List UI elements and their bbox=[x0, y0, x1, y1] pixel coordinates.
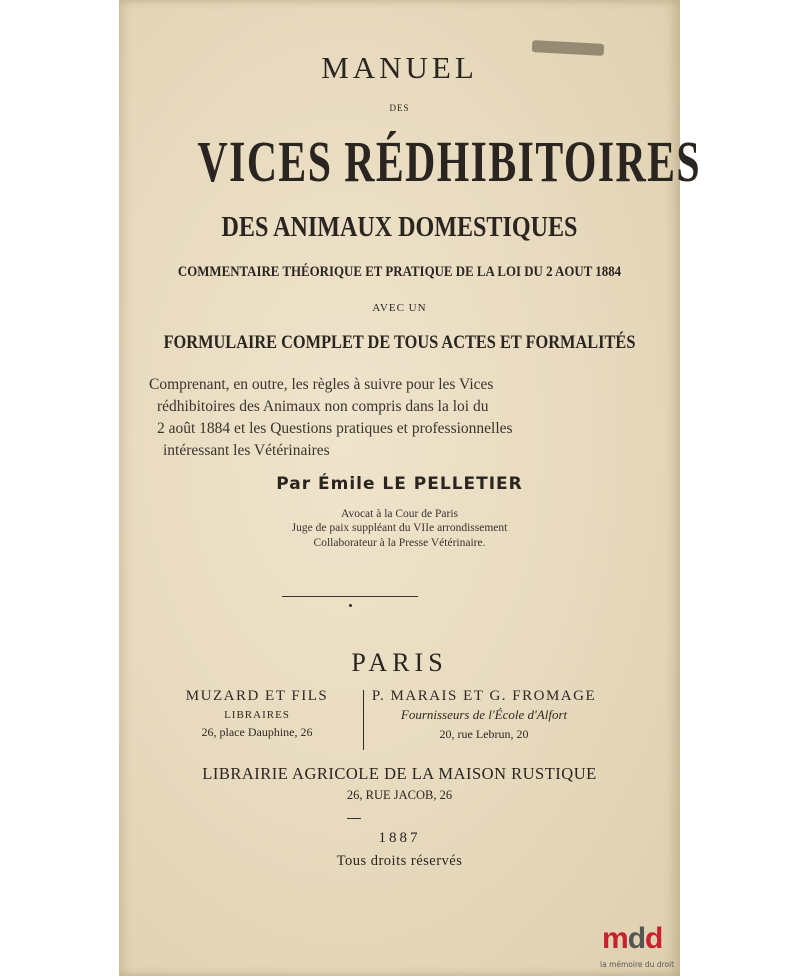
description-paragraph bbox=[149, 374, 629, 462]
logo-caption: la mémoire du droit bbox=[600, 960, 675, 969]
short-rule bbox=[347, 818, 361, 819]
librairie-address: 26, RUE JACOB, 26 bbox=[346, 788, 453, 802]
publisher-left bbox=[147, 688, 367, 740]
author-title: Juge de paix suppléant du VIIe arrondissement bbox=[291, 522, 508, 534]
avec-un: AVEC UN bbox=[372, 302, 427, 314]
publisher-name: P. MARAIS ET G. FROMAGE bbox=[371, 688, 597, 704]
city-name: PARIS bbox=[351, 648, 448, 677]
description-line: Comprenant, en outre, les règles à suivre pour les Vices bbox=[149, 376, 494, 393]
description-line: intéressant les Vétérinaires bbox=[163, 442, 330, 459]
main-title: VICES RÉDHIBITOIRES bbox=[197, 129, 702, 194]
publisher-right bbox=[364, 688, 604, 742]
commentary-line: COMMENTAIRE THÉORIQUE ET PRATIQUE DE LA LOI DU 2 AOUT 1884 bbox=[177, 264, 622, 280]
publisher-name: MUZARD ET FILS bbox=[185, 688, 329, 704]
author-title: Collaborateur à la Presse Vétérinaire. bbox=[313, 537, 486, 549]
subtitle: DES ANIMAUX DOMESTIQUES bbox=[221, 212, 578, 243]
publisher-role: LIBRAIRES bbox=[224, 709, 290, 721]
author-line: Par Émile LE PELLETIER bbox=[276, 474, 523, 494]
description-line: rédhibitoires des Animaux non compris dans la loi du bbox=[157, 398, 489, 415]
rights-notice: Tous droits réservés bbox=[336, 853, 463, 869]
manuel-heading: MANUEL bbox=[321, 50, 478, 85]
formulaire-line: FORMULAIRE COMPLET DE TOUS ACTES ET FORMALITÉS bbox=[163, 332, 636, 353]
divider-rule bbox=[282, 596, 418, 597]
divider-dot bbox=[349, 604, 352, 607]
librairie-name: LIBRAIRIE AGRICOLE DE LA MAISON RUSTIQUE bbox=[202, 764, 597, 783]
publisher-role: Fournisseurs de l'École d'Alfort bbox=[400, 707, 568, 722]
publisher-address: 20, rue Lebrun, 20 bbox=[439, 727, 529, 741]
title-page bbox=[119, 0, 702, 976]
publication-year: 1887 bbox=[378, 830, 421, 846]
mdd-logo bbox=[602, 924, 682, 976]
des-connector: DES bbox=[389, 103, 410, 113]
logo-letter-d: d bbox=[645, 922, 663, 955]
description-line: 2 août 1884 et les Questions pratiques et professionnelles bbox=[157, 420, 513, 437]
publisher-address: 26, place Dauphine, 26 bbox=[201, 725, 313, 739]
logo-letter-m: m bbox=[602, 922, 628, 955]
logo-letter-d: d bbox=[627, 922, 646, 955]
author-title: Avocat à la Cour de Paris bbox=[341, 508, 458, 520]
